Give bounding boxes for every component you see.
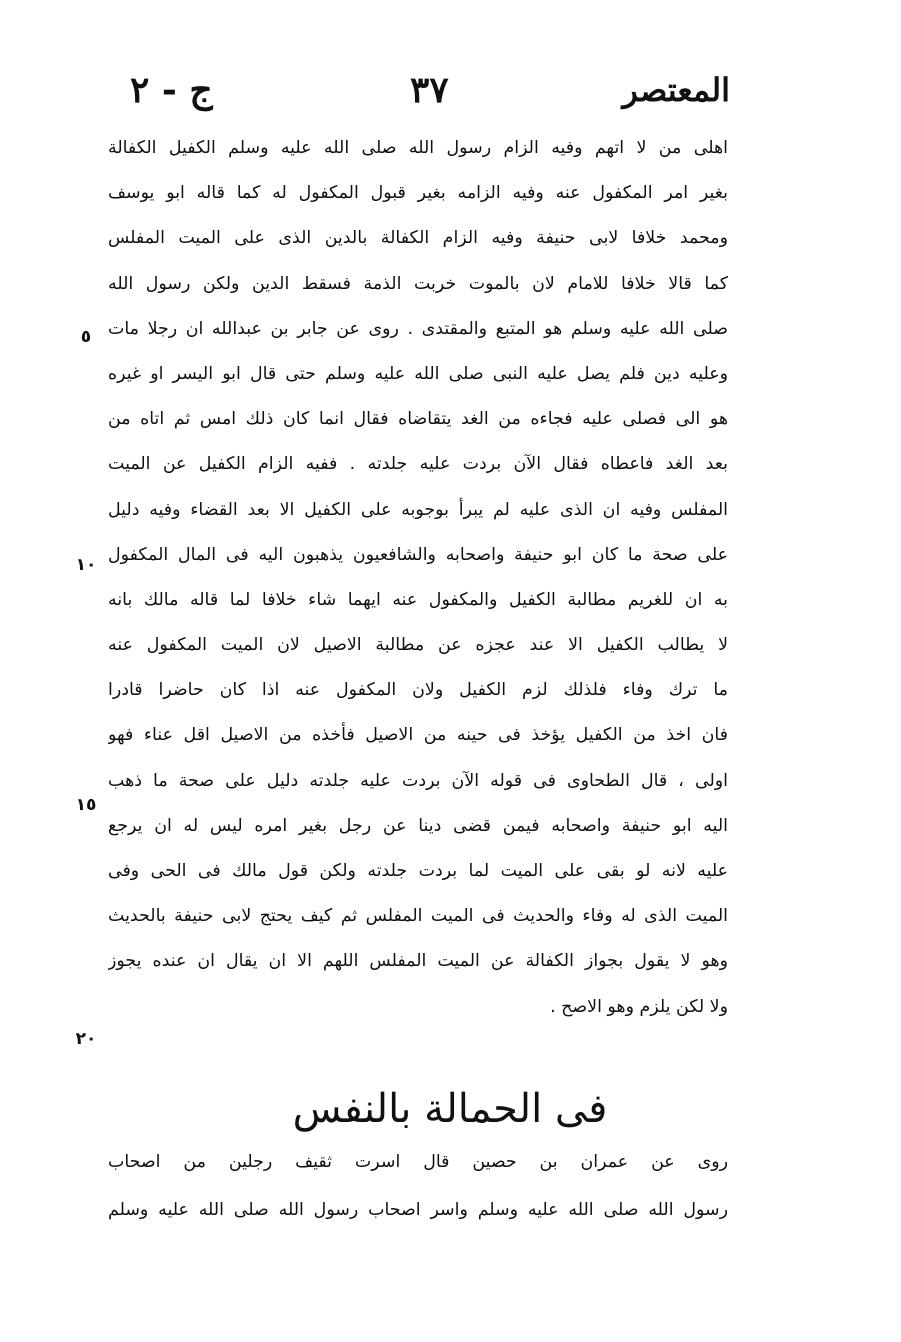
text-line: المفلس وفيه ان الذى عليه لم يبرأ بوجوبه على الكفيل الا بعد القضاء وفيه دليل <box>108 499 728 520</box>
text-line: رسول الله صلى الله عليه وسلم واسر اصحاب رسول الله صلى الله عليه وسلم <box>108 1200 728 1220</box>
text-line: على صحة ما كان ابو حنيفة واصحابه والشافعيون يذهبون اليه فى المال المكفول <box>108 544 728 565</box>
section-text <box>108 1138 728 1234</box>
text-line: وهو لا يقول بجواز الكفالة عن الميت المفلس اللهم الا ان يقال ان عنده يجوز <box>108 951 728 972</box>
text-line: ولا لكن يلزم وهو الاصح . <box>550 996 728 1017</box>
text-line: فان اخذ من الكفيل يؤخذ فى حينه من الاصيل فأخذه من الاصيل اقل عناء فهو <box>108 725 728 746</box>
line-number-15: ١٥ <box>75 795 97 815</box>
text-line: اولى ، قال الطحاوى فى قوله الآن بردت عليه جلدته دليل على صحة ما ذهب <box>108 770 728 791</box>
line-number-10: ١٠ <box>75 555 97 575</box>
volume-indicator: ج - ٢ <box>130 69 213 111</box>
text-line: الميت الذى له وفاء والحديث فى الميت المفلس ثم كيف يحتج لابى حنيفة بالحديث <box>108 906 728 927</box>
main-text <box>108 126 728 1030</box>
text-line: اهلى من لا اتهم وفيه الزام رسول الله صلى الله عليه وسلم الكفيل الكفالة <box>108 138 728 158</box>
text-line: كما قالا خلافا للامام لان بالموت خربت الذمة فسقط الدين ولكن رسول الله <box>108 273 728 294</box>
running-header <box>110 68 730 116</box>
section-heading: فى الحمالة بالنفس <box>292 1086 608 1132</box>
text-line: اليه ابو حنيفة واصحابه فيمن قضى دينا عن رجل بغير امره ليس له ان يرجع <box>108 815 728 836</box>
text-line: بغير امر المكفول عنه وفيه الزامه بغير قبول المكفول له كما قاله ابو يوسف <box>108 183 728 204</box>
text-line: روى عن عمران بن حصين قال اسرت ثقيف رجلين من اصحاب <box>108 1152 728 1172</box>
text-line: بعد الغد فاعطاه فقال الآن بردت عليه جلدته . ففيه الزام الكفيل عن الميت <box>108 454 728 475</box>
line-number-20: ٢٠ <box>75 1029 97 1049</box>
page-number: ٣٧ <box>410 69 449 111</box>
line-number-5: ٥ <box>80 327 92 347</box>
text-line: ومحمد خلافا لابى حنيفة وفيه الزام الكفالة بالدين الذى على الميت المفلس <box>108 228 728 249</box>
text-line: هو الى فصلى عليه فجاءه من الغد يتقاضاه فقال انما كان ذلك امس ثم اتاه من <box>108 409 728 430</box>
text-line: وعليه دين فلم يصل عليه النبى صلى الله عليه وسلم حتى قال ابو اليسر او غيره <box>108 363 728 384</box>
text-line: صلى الله عليه وسلم هو المتبع والمقتدى . روى عن جابر بن عبدالله ان رجلا مات <box>108 318 728 339</box>
text-line: لا يطالب الكفيل الا عند عجزه عن مطالبة الاصيل لان الميت المكفول عنه <box>108 635 728 656</box>
text-line: به ان للغريم مطالبة الكفيل والمكفول عنه ايهما شاء خلافا لما قاله مالك بانه <box>108 589 728 610</box>
text-line: ما ترك وفاء فلذلك لزم الكفيل ولان المكفول عنه اذا كان حاضرا قادرا <box>108 680 728 701</box>
book-title: المعتصر <box>622 71 730 109</box>
text-line: عليه لانه لو بقى على الميت لما بردت جلدته ولكن قول مالك فى الحى وفى <box>108 861 728 881</box>
